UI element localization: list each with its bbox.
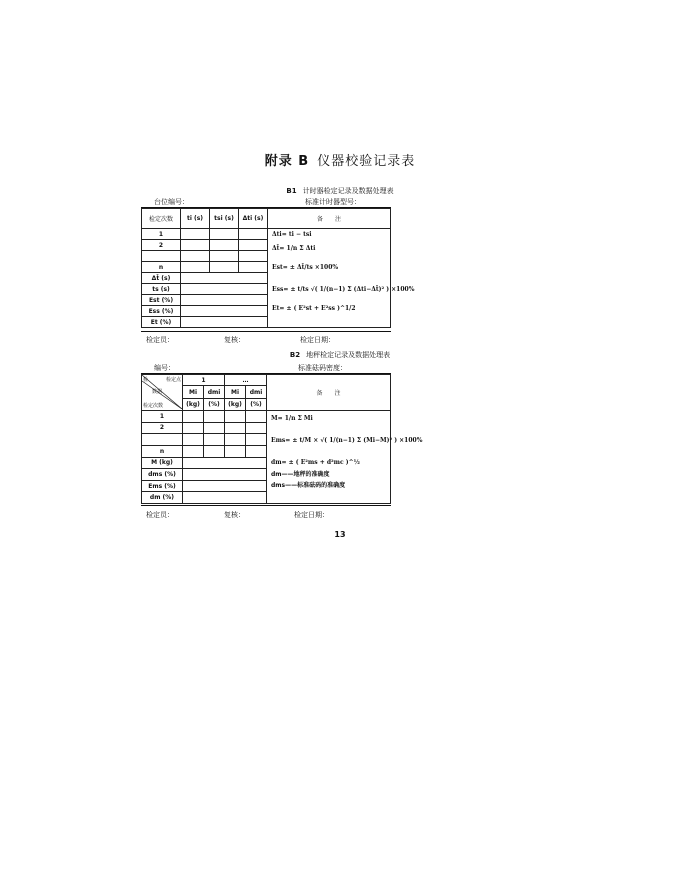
b1-row-label: n bbox=[142, 262, 181, 273]
b2-note-1 bbox=[271, 471, 330, 478]
b2-table bbox=[141, 374, 423, 504]
b2-sub-col-dmi: dmi bbox=[204, 386, 225, 399]
b1-col-notes: 备 注 bbox=[268, 209, 391, 229]
b1-row-label: 1 bbox=[142, 229, 181, 240]
b2-group-1: 1 bbox=[183, 375, 225, 386]
b2-row-label: M (kg) bbox=[142, 457, 183, 469]
b2-formula-3: dm= ± ( E²ms + d²mc )^½ bbox=[271, 459, 360, 466]
b2-note-1-symbol: dm bbox=[271, 471, 282, 478]
b1-row-label bbox=[142, 251, 181, 262]
b1-col-ti: ti (s) bbox=[181, 209, 210, 229]
b2-row-label: Ems (%) bbox=[142, 480, 183, 492]
b2-weight-density-label: 标准砝码密度： bbox=[298, 364, 347, 372]
b1-col-count: 检定次数 bbox=[142, 209, 181, 229]
b2-row-label bbox=[142, 434, 183, 446]
b2-formula-2: Ems= ± t/M × √( 1/(n−1) Σ (Mi−M)² ) ×100% bbox=[271, 437, 423, 444]
b2-note-2-symbol: dms bbox=[271, 482, 286, 489]
b2-row-label: 1 bbox=[142, 411, 183, 423]
b1-row-label: ts (s) bbox=[142, 284, 181, 295]
b1-title-number: B1 bbox=[286, 187, 297, 195]
b2-sub-unit: (%) bbox=[246, 399, 267, 411]
b1-formula-2: Δt̄= 1/n Σ Δti bbox=[272, 245, 316, 252]
b1-row-label: Ess (%) bbox=[142, 306, 181, 317]
b1-row-label: Δt̄ (s) bbox=[142, 273, 181, 284]
b1-standard-timer-label: 标准计时器型号： bbox=[305, 198, 361, 206]
b1-station-label: 台位编号： bbox=[154, 198, 189, 206]
b2-col-notes: 备 注 bbox=[267, 375, 391, 411]
b2-group-ellipsis: … bbox=[225, 375, 267, 386]
b2-row-label: 2 bbox=[142, 422, 183, 434]
page-number: 13 bbox=[334, 530, 346, 539]
b2-number-label: 编号： bbox=[154, 364, 175, 372]
b2-bottom-rule bbox=[141, 505, 391, 506]
b1-title bbox=[0, 186, 680, 196]
b1-date-label: 检定日期： bbox=[300, 336, 335, 344]
b2-diag-count: 检定次数 bbox=[143, 403, 164, 409]
b2-formula-1: M= 1/n Σ Mi bbox=[271, 415, 313, 422]
b2-diag-top-left: 检 bbox=[143, 377, 149, 383]
b2-reviewer-label: 复核： bbox=[224, 511, 245, 519]
b2-diag-data: 数据 bbox=[152, 389, 163, 395]
b1-row-label: Et (%) bbox=[142, 317, 181, 328]
b2-note-2-text: ——标准砝码的准确度 bbox=[285, 482, 346, 489]
b1-row-label: Est (%) bbox=[142, 295, 181, 306]
b2-sub-col-dmi: dmi bbox=[246, 386, 267, 399]
b2-note-2 bbox=[271, 482, 345, 489]
b2-note-1-text: ——地秤的准确度 bbox=[281, 471, 330, 478]
b2-sub-unit: (kg) bbox=[225, 399, 246, 411]
b1-formula-1: Δti= ti − tsi bbox=[272, 231, 312, 238]
b2-title bbox=[0, 350, 680, 360]
b1-checker-label: 检定员： bbox=[146, 336, 174, 344]
b2-sub-unit: (kg) bbox=[183, 399, 204, 411]
b1-col-tsi: tsi (s) bbox=[210, 209, 239, 229]
b1-reviewer-label: 复核： bbox=[224, 336, 245, 344]
b2-row-label: n bbox=[142, 445, 183, 457]
b1-title-text: 计时器检定记录及数据处理表 bbox=[302, 187, 394, 195]
b1-formulas-cell bbox=[268, 229, 415, 328]
appendix-heading bbox=[0, 150, 680, 169]
b2-row-label: dm (%) bbox=[142, 492, 183, 504]
b2-checker-label: 检定员： bbox=[146, 511, 174, 519]
b1-table bbox=[141, 208, 415, 328]
b2-date-label: 检定日期： bbox=[294, 511, 329, 519]
b1-formula-4: Ess= ± t/ts √( 1/(n−1) Σ (Δti−Δt̄)² ) ×100% bbox=[272, 286, 415, 293]
b1-formula-3: Est= ± Δt̄/ts ×100% bbox=[272, 264, 339, 271]
b1-row-label: 2 bbox=[142, 240, 181, 251]
b2-sub-unit: (%) bbox=[204, 399, 225, 411]
b2-diagonal-header bbox=[142, 375, 183, 411]
appendix-prefix: 附录 B bbox=[264, 154, 310, 169]
b2-sub-col-mi: Mi bbox=[183, 386, 204, 399]
appendix-title: 仪器校验记录表 bbox=[317, 154, 416, 169]
b2-title-text: 地秤检定记录及数据处理表 bbox=[306, 351, 391, 359]
b2-formulas-cell bbox=[267, 411, 423, 504]
b2-sub-col-mi: Mi bbox=[225, 386, 246, 399]
b2-row-label: dms (%) bbox=[142, 469, 183, 481]
b1-formula-5: Et= ± ( E²st + E²ss )^1/2 bbox=[272, 305, 356, 312]
b2-title-number: B2 bbox=[289, 351, 301, 359]
b1-col-dti: Δti (s) bbox=[239, 209, 268, 229]
b1-bottom-rule bbox=[141, 331, 391, 332]
b2-diag-checkpoint: 检定点 bbox=[165, 377, 181, 383]
